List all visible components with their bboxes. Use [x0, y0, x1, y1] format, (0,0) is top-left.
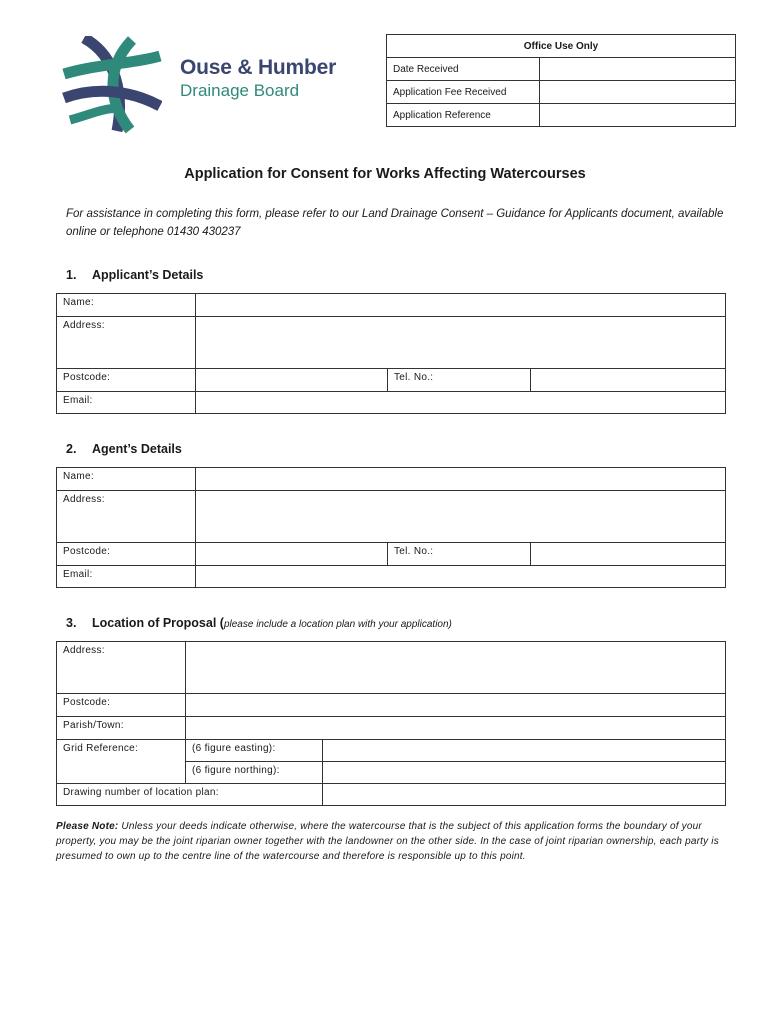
intro-text: For assistance in completing this form, please refer to our Land Drainage Consent – Guidance for Applicants document, available online or telephone 01430 430237: [66, 208, 724, 238]
section3-title: Location of Proposal (: [92, 616, 224, 630]
section2-number: 2.: [66, 442, 77, 456]
section3-heading: [66, 616, 452, 630]
agent-name-field[interactable]: [196, 468, 726, 491]
applicant-tel-field[interactable]: [531, 369, 726, 392]
northing-field[interactable]: [323, 762, 726, 784]
section1-title: Applicant’s Details: [92, 268, 204, 282]
easting-field[interactable]: [323, 740, 726, 762]
location-address-field[interactable]: [186, 642, 726, 694]
location-parish-label: Parish/Town:: [57, 717, 186, 740]
section2-heading: [66, 442, 182, 456]
applicant-address-field[interactable]: [196, 317, 726, 369]
agent-postcode-label: Postcode:: [57, 543, 196, 566]
please-note-paragraph: [56, 819, 726, 864]
application-reference-label: Application Reference: [387, 104, 540, 127]
location-table: [56, 641, 726, 806]
office-use-header: Office Use Only: [387, 35, 736, 58]
northing-label: (6 figure northing):: [186, 762, 323, 784]
applicant-email-label: Email:: [57, 392, 196, 414]
section1-heading: [66, 268, 203, 282]
agent-email-label: Email:: [57, 566, 196, 588]
agent-address-field[interactable]: [196, 491, 726, 543]
grid-reference-label: Grid Reference:: [57, 740, 186, 784]
application-reference-field[interactable]: [540, 104, 736, 127]
section3-note: please include a location plan with your application): [223, 619, 452, 630]
location-parish-field[interactable]: [186, 717, 726, 740]
please-note-text: Unless your deeds indicate otherwise, where the watercourse that is the subject of this application forms the boundary of your property, you may be the joint riparian owner together with the landowner on the other side. In the case of joint riparian ownership, each party is presumed to own up to the centre line of the watercourse and therefore is responsible up to this point.: [56, 821, 719, 862]
applicant-postcode-label: Postcode:: [57, 369, 196, 392]
applicant-name-label: Name:: [57, 294, 196, 317]
location-postcode-label: Postcode:: [57, 694, 186, 717]
location-postcode-field[interactable]: [186, 694, 726, 717]
logo-mark-icon: [62, 36, 162, 136]
logo-title: Ouse & Humber: [180, 56, 337, 79]
office-use-table: [386, 34, 736, 127]
board-logo: [62, 36, 362, 136]
applicant-details-table: [56, 293, 726, 414]
page-title: Application for Consent for Works Affecting Watercourses: [184, 166, 586, 182]
easting-label: (6 figure easting):: [186, 740, 323, 762]
agent-email-field[interactable]: [196, 566, 726, 588]
section3-number: 3.: [66, 616, 77, 630]
applicant-tel-label: Tel. No.:: [388, 369, 531, 392]
date-received-field[interactable]: [540, 58, 736, 81]
agent-tel-field[interactable]: [531, 543, 726, 566]
drawing-number-field[interactable]: [323, 784, 726, 806]
agent-postcode-field[interactable]: [196, 543, 388, 566]
section2-title: Agent’s Details: [92, 442, 182, 456]
agent-address-label: Address:: [57, 491, 196, 543]
date-received-label: Date Received: [387, 58, 540, 81]
application-fee-field[interactable]: [540, 81, 736, 104]
applicant-address-label: Address:: [57, 317, 196, 369]
applicant-postcode-field[interactable]: [196, 369, 388, 392]
agent-tel-label: Tel. No.:: [388, 543, 531, 566]
location-address-label: Address:: [57, 642, 186, 694]
applicant-email-field[interactable]: [196, 392, 726, 414]
agent-name-label: Name:: [57, 468, 196, 491]
section1-number: 1.: [66, 268, 77, 282]
agent-details-table: [56, 467, 726, 588]
drawing-number-label: Drawing number of location plan:: [57, 784, 323, 806]
please-note-label: Please Note:: [56, 821, 119, 832]
logo-subtitle: Drainage Board: [180, 81, 300, 100]
application-fee-label: Application Fee Received: [387, 81, 540, 104]
applicant-name-field[interactable]: [196, 294, 726, 317]
